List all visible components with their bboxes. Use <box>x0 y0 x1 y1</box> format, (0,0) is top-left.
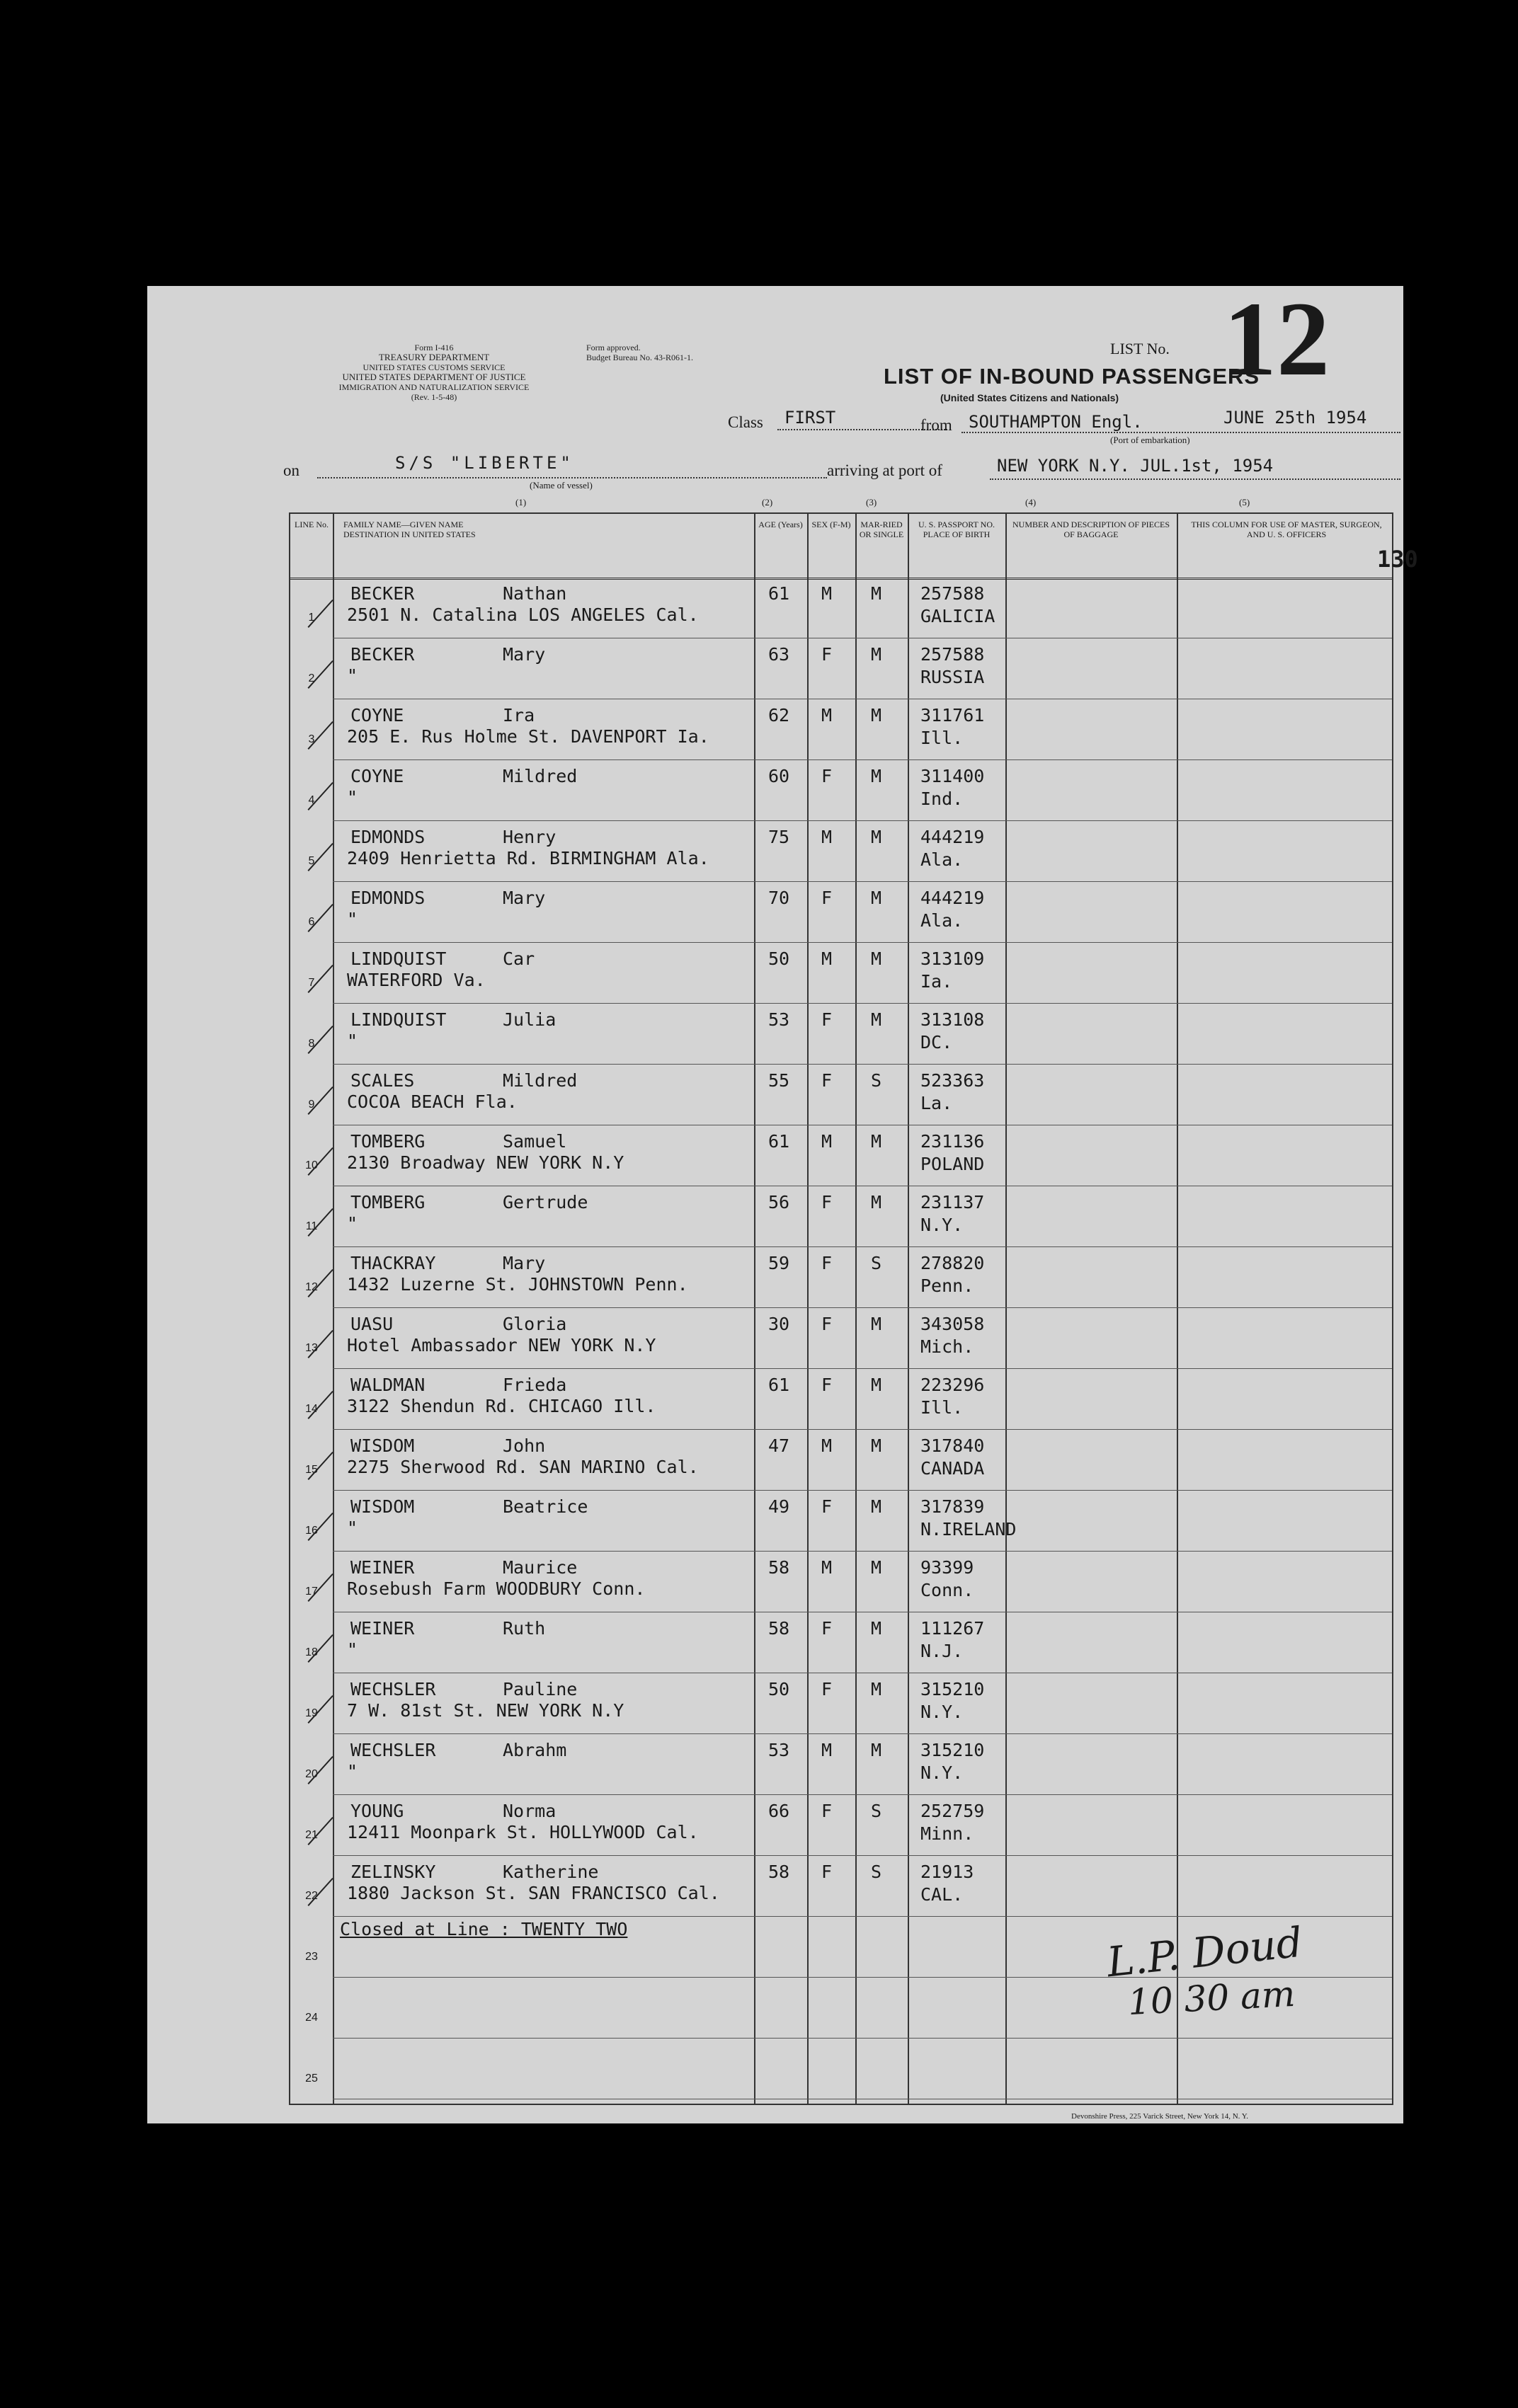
destination: " <box>347 665 358 686</box>
header-passport: U. S. PASSPORT NO. PLACE OF BIRTH <box>918 520 995 539</box>
passport-number: 278820 <box>920 1253 985 1273</box>
marital-status: M <box>871 827 882 847</box>
sex: M <box>821 583 833 604</box>
age: 53 <box>768 1740 790 1760</box>
header-name: FAMILY NAME—GIVEN NAME DESTINATION IN UNITED STATES <box>343 520 476 539</box>
table-row <box>290 699 1392 760</box>
place-of-birth: DC. <box>920 1032 953 1053</box>
sex: F <box>821 1070 833 1091</box>
place-of-birth: Ala. <box>920 849 964 870</box>
family-name: SCALES <box>350 1070 415 1091</box>
marital-status: M <box>871 644 882 665</box>
vessel-underline <box>317 477 827 478</box>
marital-status: S <box>871 1862 882 1882</box>
place-of-birth: N.IRELAND <box>920 1519 1017 1540</box>
destination: " <box>347 1213 358 1234</box>
sex: M <box>821 1557 833 1578</box>
treasury-label: TREASURY DEPARTMENT <box>378 352 490 362</box>
line-number: 9 <box>308 1099 315 1111</box>
given-name: John <box>503 1435 546 1456</box>
place-of-birth: N.Y. <box>920 1762 964 1783</box>
marital-status: M <box>871 888 882 908</box>
destination: 7 W. 81st St. NEW YORK N.Y <box>347 1700 624 1721</box>
line-number: 4 <box>308 794 315 806</box>
line-number: 11 <box>305 1220 318 1232</box>
printer-imprint: Devonshire Press, 225 Varick Street, New York 14, N. Y. <box>1071 2112 1249 2121</box>
family-name: ZELINSKY <box>350 1862 436 1882</box>
place-of-birth: CAL. <box>920 1884 964 1905</box>
family-name: WECHSLER <box>350 1740 436 1760</box>
age: 66 <box>768 1801 790 1821</box>
sex: F <box>821 1253 833 1273</box>
sex: M <box>821 705 833 726</box>
from-underline <box>961 432 1400 433</box>
marital-status: S <box>871 1801 882 1821</box>
line-number: 6 <box>308 916 315 928</box>
class-label: Class <box>728 413 763 431</box>
passport-number: 257588 <box>920 583 985 604</box>
destination: " <box>347 1031 358 1051</box>
vessel-name: S/S "LIBERTE" <box>395 453 574 473</box>
table-row <box>290 1186 1392 1247</box>
approval-block <box>586 343 756 362</box>
destination: WATERFORD Va. <box>347 970 486 990</box>
destination: 2409 Henrietta Rd. BIRMINGHAM Ala. <box>347 848 709 868</box>
sex: F <box>821 644 833 665</box>
given-name: Beatrice <box>503 1496 588 1517</box>
table-row <box>290 760 1392 821</box>
place-of-birth: N.Y. <box>920 1702 964 1722</box>
vessel-caption: (Name of vessel) <box>530 480 593 491</box>
table-row <box>290 1612 1392 1673</box>
manifest-page <box>147 280 1418 2123</box>
budget-bureau: Budget Bureau No. 43-R061-1. <box>586 352 693 362</box>
line-number: 5 <box>308 855 315 867</box>
place-of-birth: Ala. <box>920 910 964 931</box>
passport-number: 231137 <box>920 1192 985 1212</box>
family-name: TOMBERG <box>350 1192 426 1212</box>
passport-number: 313109 <box>920 948 985 969</box>
passport-number: 444219 <box>920 827 985 847</box>
destination: " <box>347 909 358 929</box>
line-number: 23 <box>305 1951 318 1963</box>
header-baggage: NUMBER AND DESCRIPTION OF PIECES OF BAGGAGE <box>1012 520 1170 539</box>
form-approved: Form approved. <box>586 343 641 352</box>
table-row <box>290 1734 1392 1795</box>
table-row <box>290 1491 1392 1552</box>
passport-number: 523363 <box>920 1070 985 1091</box>
line-number: 3 <box>308 733 315 745</box>
given-name: Mildred <box>503 1070 578 1091</box>
on-label: on <box>283 461 299 479</box>
col-num-2: (2) <box>762 497 773 508</box>
family-name: BECKER <box>350 583 415 604</box>
col-num-1: (1) <box>515 497 527 508</box>
line-number: 19 <box>305 1707 318 1719</box>
given-name: Maurice <box>503 1557 578 1578</box>
embark-date: JUNE 25th 1954 <box>1223 408 1367 428</box>
header-line-no: LINE No. <box>295 520 329 529</box>
sex: F <box>821 888 833 908</box>
embark-port: SOUTHAMPTON Engl. <box>969 412 1143 432</box>
marital-status: M <box>871 766 882 786</box>
place-of-birth: Ill. <box>920 1397 964 1418</box>
given-name: Pauline <box>503 1679 578 1699</box>
table-row <box>290 1673 1392 1734</box>
destination: Hotel Ambassador NEW YORK N.Y <box>347 1335 656 1355</box>
place-of-birth: La. <box>920 1093 953 1113</box>
family-name: WEINER <box>350 1618 415 1639</box>
place-of-birth: N.Y. <box>920 1215 964 1235</box>
col-num-4: (4) <box>1025 497 1037 508</box>
line-number: 1 <box>308 612 315 624</box>
age: 55 <box>768 1070 790 1091</box>
sex: F <box>821 1375 833 1395</box>
line-number: 16 <box>305 1525 318 1537</box>
passport-number: 444219 <box>920 888 985 908</box>
line-number: 21 <box>305 1829 318 1841</box>
marital-status: M <box>871 1375 882 1395</box>
header-officers: THIS COLUMN FOR USE OF MASTER, SURGEON, AND U. S. OFFICERS <box>1191 520 1382 539</box>
given-name: Gloria <box>503 1314 567 1334</box>
age: 50 <box>768 1679 790 1699</box>
family-name: WALDMAN <box>350 1375 426 1395</box>
family-name: EDMONDS <box>350 827 426 847</box>
age: 61 <box>768 1131 790 1152</box>
passport-number: 257588 <box>920 644 985 665</box>
family-name: YOUNG <box>350 1801 404 1821</box>
given-name: Mildred <box>503 766 578 786</box>
list-number-label: LIST No. <box>1110 340 1170 357</box>
passport-number: 317840 <box>920 1435 985 1456</box>
sex: F <box>821 1496 833 1517</box>
passport-number: 311400 <box>920 766 985 786</box>
family-name: WECHSLER <box>350 1679 436 1699</box>
sex: M <box>821 948 833 969</box>
sex: F <box>821 1192 833 1212</box>
given-name: Mary <box>503 888 546 908</box>
passport-number: 252759 <box>920 1801 985 1821</box>
time-note: 10 30 am <box>1126 1973 1296 2024</box>
passenger-table <box>289 512 1418 2105</box>
given-name: Car <box>503 948 535 969</box>
given-name: Henry <box>503 827 557 847</box>
marital-status: M <box>871 1314 882 1334</box>
given-name: Mary <box>503 1253 546 1273</box>
family-name: EDMONDS <box>350 888 426 908</box>
table-row <box>290 1430 1392 1491</box>
family-name: WISDOM <box>350 1496 415 1517</box>
age: 61 <box>768 1375 790 1395</box>
line-number: 14 <box>305 1403 318 1415</box>
table-row <box>290 1065 1392 1125</box>
destination: Rosebush Farm WOODBURY Conn. <box>347 1578 646 1599</box>
table-row <box>290 1247 1392 1308</box>
destination: 1432 Luzerne St. JOHNSTOWN Penn. <box>347 1274 688 1295</box>
place-of-birth: Conn. <box>920 1580 974 1600</box>
given-name: Mary <box>503 644 546 665</box>
table-row <box>290 1795 1392 1856</box>
form-subtitle: (United States Citizens and Nationals) <box>940 392 1119 403</box>
destination: " <box>347 787 358 808</box>
sex: F <box>821 1618 833 1639</box>
sex: F <box>821 1009 833 1030</box>
age: 75 <box>768 827 790 847</box>
age: 59 <box>768 1253 790 1273</box>
family-name: UASU <box>350 1314 394 1334</box>
given-name: Nathan <box>503 583 567 604</box>
sex: M <box>821 1740 833 1760</box>
revision-label: (Rev. 1-5-48) <box>411 392 457 402</box>
sex: F <box>821 1801 833 1821</box>
marital-status: M <box>871 1009 882 1030</box>
place-of-birth: Ind. <box>920 789 964 809</box>
passport-number: 111267 <box>920 1618 985 1639</box>
family-name: THACKRAY <box>350 1253 436 1273</box>
destination: " <box>347 1761 358 1782</box>
passport-number: 21913 <box>920 1862 974 1882</box>
passport-number: 315210 <box>920 1740 985 1760</box>
given-name: Ruth <box>503 1618 546 1639</box>
given-name: Gertrude <box>503 1192 588 1212</box>
marital-status: M <box>871 705 882 726</box>
marital-status: M <box>871 1131 882 1152</box>
line-number: 25 <box>305 2072 318 2085</box>
sex: M <box>821 1131 833 1152</box>
passport-number: 317839 <box>920 1496 985 1517</box>
marital-status: M <box>871 1740 882 1760</box>
header-married: MAR-RIED OR SINGLE <box>859 520 904 539</box>
age: 62 <box>768 705 790 726</box>
age: 58 <box>768 1557 790 1578</box>
marital-status: S <box>871 1253 882 1273</box>
family-name: BECKER <box>350 644 415 665</box>
line-number: 10 <box>305 1159 318 1171</box>
marital-status: M <box>871 1496 882 1517</box>
from-label: from <box>920 416 952 434</box>
closed-at-line: Closed at Line : TWENTY TWO <box>340 1919 628 1939</box>
given-name: Samuel <box>503 1131 567 1152</box>
arriving-label: arriving at port of <box>827 461 942 479</box>
line-number: 24 <box>305 2012 318 2024</box>
place-of-birth: Penn. <box>920 1275 974 1296</box>
marital-status: M <box>871 1192 882 1212</box>
passport-number: 231136 <box>920 1131 985 1152</box>
age: 56 <box>768 1192 790 1212</box>
table-row <box>290 1369 1392 1430</box>
age: 70 <box>768 888 790 908</box>
marital-status: M <box>871 1679 882 1699</box>
list-number: 12 <box>1223 280 1330 398</box>
passport-number: 343058 <box>920 1314 985 1334</box>
table-row <box>290 882 1392 943</box>
destination: 2130 Broadway NEW YORK N.Y <box>347 1152 624 1173</box>
line-number: 13 <box>305 1342 318 1354</box>
form-title: LIST OF IN-BOUND PASSENGERS <box>884 364 1260 389</box>
destination: " <box>347 1639 358 1660</box>
line-number: 7 <box>308 977 315 989</box>
table-row <box>290 1004 1392 1065</box>
sex: F <box>821 1679 833 1699</box>
destination: 12411 Moonpark St. HOLLYWOOD Cal. <box>347 1822 699 1842</box>
embark-caption: (Port of embarkation) <box>1110 435 1190 445</box>
passport-number: 93399 <box>920 1557 974 1578</box>
age: 58 <box>768 1618 790 1639</box>
marital-status: M <box>871 948 882 969</box>
line-number: 22 <box>305 1890 318 1902</box>
destination: 3122 Shendun Rd. CHICAGO Ill. <box>347 1396 656 1416</box>
destination: 1880 Jackson St. SAN FRANCISCO Cal. <box>347 1883 720 1903</box>
sex: M <box>821 827 833 847</box>
given-name: Julia <box>503 1009 557 1030</box>
marital-status: M <box>871 583 882 604</box>
passport-number: 315210 <box>920 1679 985 1699</box>
agency-block <box>282 343 586 402</box>
header-sex: SEX (F-M) <box>811 520 851 529</box>
class-value: FIRST <box>784 408 836 428</box>
family-name: WISDOM <box>350 1435 415 1456</box>
table-row <box>290 1856 1392 1917</box>
table-row <box>290 638 1392 699</box>
col-num-3: (3) <box>866 497 877 508</box>
ins-label: IMMIGRATION AND NATURALIZATION SERVICE <box>338 382 530 392</box>
line-number: 20 <box>305 1768 318 1780</box>
family-name: LINDQUIST <box>350 1009 447 1030</box>
given-name: Katherine <box>503 1862 599 1882</box>
age: 53 <box>768 1009 790 1030</box>
destination: 2275 Sherwood Rd. SAN MARINO Cal. <box>347 1457 699 1477</box>
place-of-birth: POLAND <box>920 1154 985 1174</box>
sex: M <box>821 1435 833 1456</box>
table-row <box>290 943 1392 1004</box>
family-name: COYNE <box>350 705 404 726</box>
age: 61 <box>768 583 790 604</box>
destination: " <box>347 1518 358 1538</box>
place-of-birth: N.J. <box>920 1641 964 1661</box>
place-of-birth: RUSSIA <box>920 667 985 687</box>
place-of-birth: Ia. <box>920 971 953 992</box>
age: 60 <box>768 766 790 786</box>
family-name: LINDQUIST <box>350 948 447 969</box>
age: 58 <box>768 1862 790 1882</box>
age: 47 <box>768 1435 790 1456</box>
place-of-birth: Minn. <box>920 1823 974 1844</box>
line-number: 8 <box>308 1038 315 1050</box>
destination: 205 E. Rus Holme St. DAVENPORT Ia. <box>347 726 709 747</box>
age: 49 <box>768 1496 790 1517</box>
line-number: 17 <box>305 1586 318 1598</box>
age: 30 <box>768 1314 790 1334</box>
line-number: 2 <box>308 672 315 684</box>
family-name: TOMBERG <box>350 1131 426 1152</box>
destination: COCOA BEACH Fla. <box>347 1091 518 1112</box>
place-of-birth: GALICIA <box>920 606 995 626</box>
line-number: 12 <box>305 1281 318 1293</box>
header-age: AGE (Years) <box>758 520 803 529</box>
table-header <box>290 514 1392 580</box>
table-row <box>290 1125 1392 1186</box>
officer-stamp: 130 <box>1377 546 1418 573</box>
place-of-birth: Ill. <box>920 728 964 748</box>
place-of-birth: CANADA <box>920 1458 985 1479</box>
col-num-5: (5) <box>1239 497 1250 508</box>
age: 63 <box>768 644 790 665</box>
marital-status: S <box>871 1070 882 1091</box>
marital-status: M <box>871 1618 882 1639</box>
table-row <box>290 821 1392 882</box>
marital-status: M <box>871 1557 882 1578</box>
passport-number: 311761 <box>920 705 985 726</box>
given-name: Frieda <box>503 1375 567 1395</box>
sex: F <box>821 1314 833 1334</box>
table-row <box>290 2039 1392 2099</box>
family-name: WEINER <box>350 1557 415 1578</box>
family-name: COYNE <box>350 766 404 786</box>
given-name: Ira <box>503 705 535 726</box>
place-of-birth: Mich. <box>920 1336 974 1357</box>
table-row <box>290 578 1392 638</box>
justice-label: UNITED STATES DEPARTMENT OF JUSTICE <box>342 372 526 382</box>
table-row <box>290 1552 1392 1612</box>
sex: F <box>821 766 833 786</box>
table-row <box>290 1308 1392 1369</box>
officer-signature: L.P. Doud <box>1105 1917 1305 1987</box>
arrival-port: NEW YORK N.Y. JUL.1st, 1954 <box>997 456 1274 476</box>
sex: F <box>821 1862 833 1882</box>
passport-number: 313108 <box>920 1009 985 1030</box>
line-number: 15 <box>305 1464 318 1476</box>
customs-label: UNITED STATES CUSTOMS SERVICE <box>363 362 506 372</box>
destination: 2501 N. Catalina LOS ANGELES Cal. <box>347 604 699 625</box>
passport-number: 223296 <box>920 1375 985 1395</box>
marital-status: M <box>871 1435 882 1456</box>
arrival-underline <box>990 478 1400 480</box>
line-number: 18 <box>305 1646 318 1658</box>
age: 50 <box>768 948 790 969</box>
given-name: Norma <box>503 1801 557 1821</box>
given-name: Abrahm <box>503 1740 567 1760</box>
form-number: Form I-416 <box>414 343 454 352</box>
